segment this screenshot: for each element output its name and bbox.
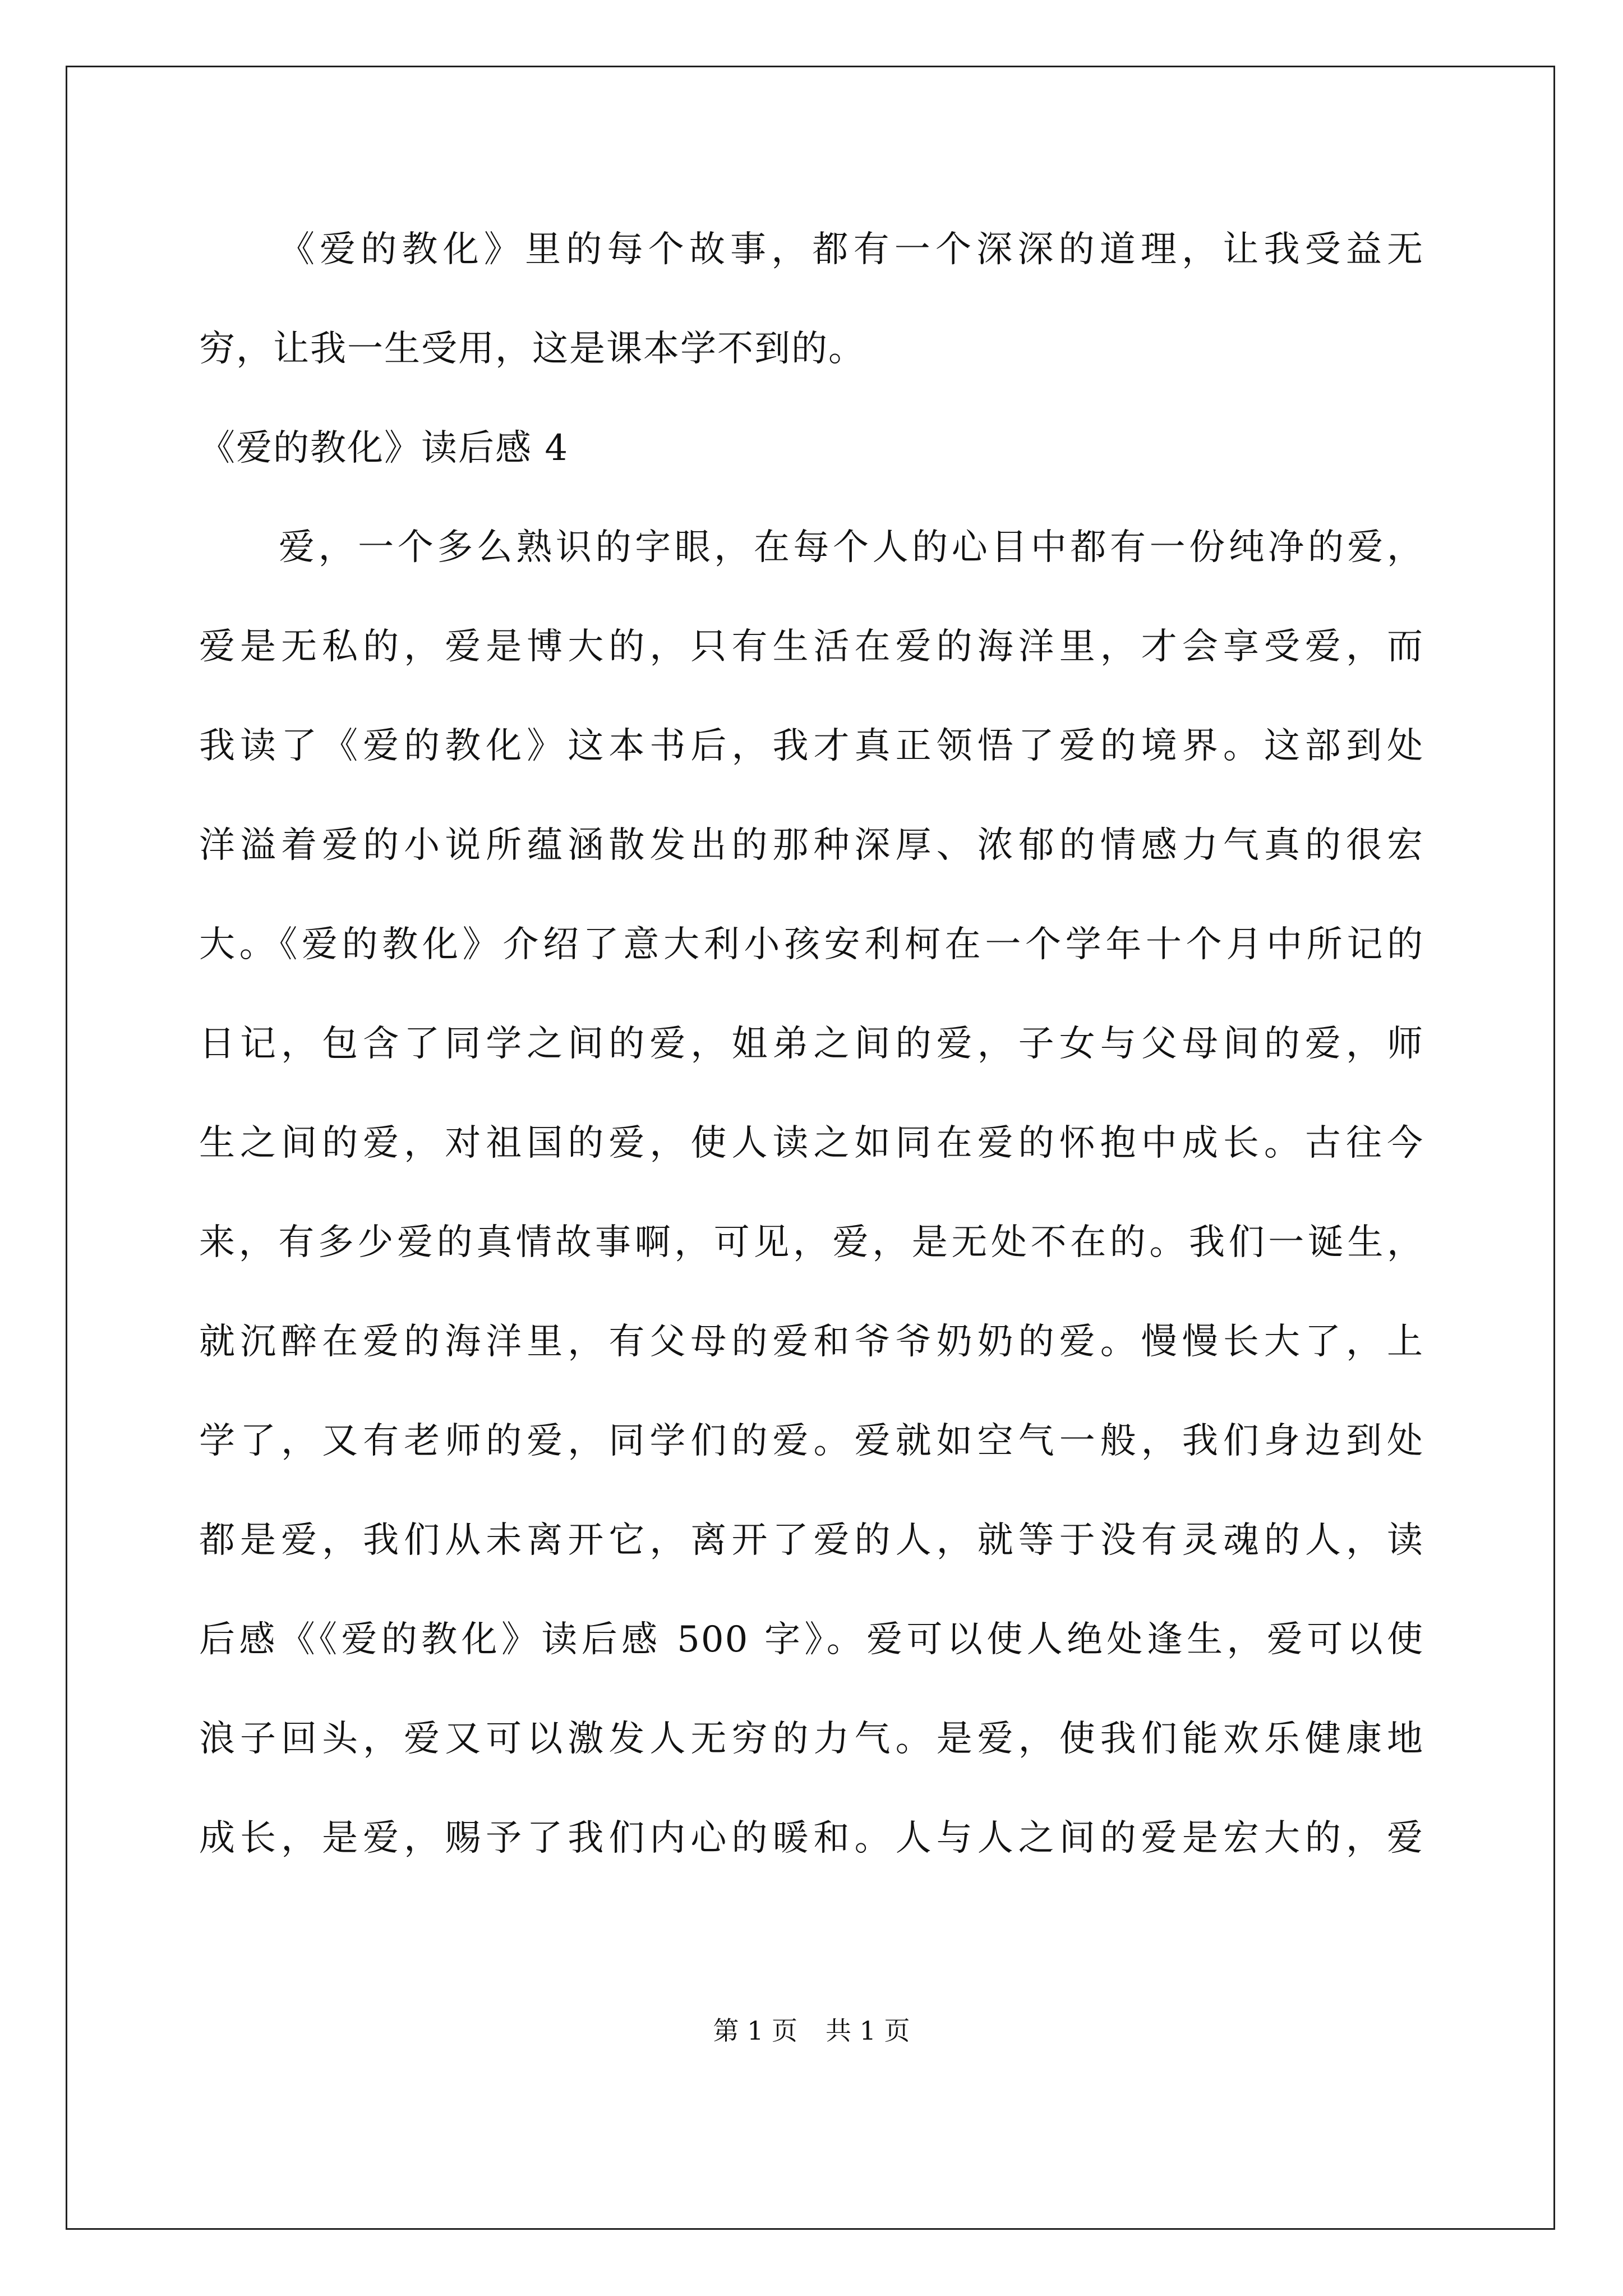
paragraph-line: 日记，包含了同学之间的爱，姐弟之间的爱，子女与父母间的爱，师 xyxy=(199,1023,1424,1065)
section-heading: 《爱的教化》读后感 4 xyxy=(199,427,569,469)
paragraph-line: 我读了《爱的教化》这本书后，我才真正领悟了爱的境界。这部到处 xyxy=(199,725,1424,767)
paragraph-line: 大。《爱的教化》介绍了意大利小孩安利柯在一个学年十个月中所记的 xyxy=(199,924,1424,965)
paragraph-line: 爱是无私的，爱是博大的，只有生活在爱的海洋里，才会享受爱，而 xyxy=(199,626,1424,668)
paragraph-line: 洋溢着爱的小说所蕴涵散发出的那种深厚、浓郁的情感力气真的很宏 xyxy=(199,825,1424,866)
paragraph-line: 穷，让我一生受用，这是课本学不到的。 xyxy=(199,328,865,370)
page-number: 第 1 页 xyxy=(713,2016,797,2046)
paragraph-line: 来，有多少爱的真情故事啊，可见，爱，是无处不在的。我们一诞生， xyxy=(199,1222,1424,1263)
paragraph-line: 就沉醉在爱的海洋里，有父母的爱和爷爷奶奶的爱。慢慢长大了，上 xyxy=(199,1321,1424,1363)
paragraph-line: 《爱的教化》里的每个故事，都有一个深深的道理，让我受益无 xyxy=(279,229,1424,270)
paragraph-line: 成长，是爱，赐予了我们内心的暖和。人与人之间的爱是宏大的，爱 xyxy=(199,1818,1424,1859)
paragraph-line: 都是爱，我们从未离开它，离开了爱的人，就等于没有灵魂的人，读 xyxy=(199,1520,1424,1561)
paragraph-line: 学了，又有老师的爱，同学们的爱。爱就如空气一般，我们身边到处 xyxy=(199,1420,1424,1462)
paragraph-line: 爱，一个多么熟识的字眼，在每个人的心目中都有一份纯净的爱， xyxy=(279,527,1424,568)
paragraph-line: 后感《《爱的教化》读后感 500 字》。爱可以使人绝处逢生，爱可以使 xyxy=(199,1619,1424,1660)
page-footer xyxy=(0,2014,1623,2047)
paragraph-line: 生之间的爱，对祖国的爱，使人读之如同在爱的怀抱中成长。古往今 xyxy=(199,1122,1424,1164)
page-total: 共 1 页 xyxy=(826,2016,910,2046)
paragraph-line: 浪子回头，爱又可以激发人无穷的力气。是爱，使我们能欢乐健康地 xyxy=(199,1718,1424,1760)
